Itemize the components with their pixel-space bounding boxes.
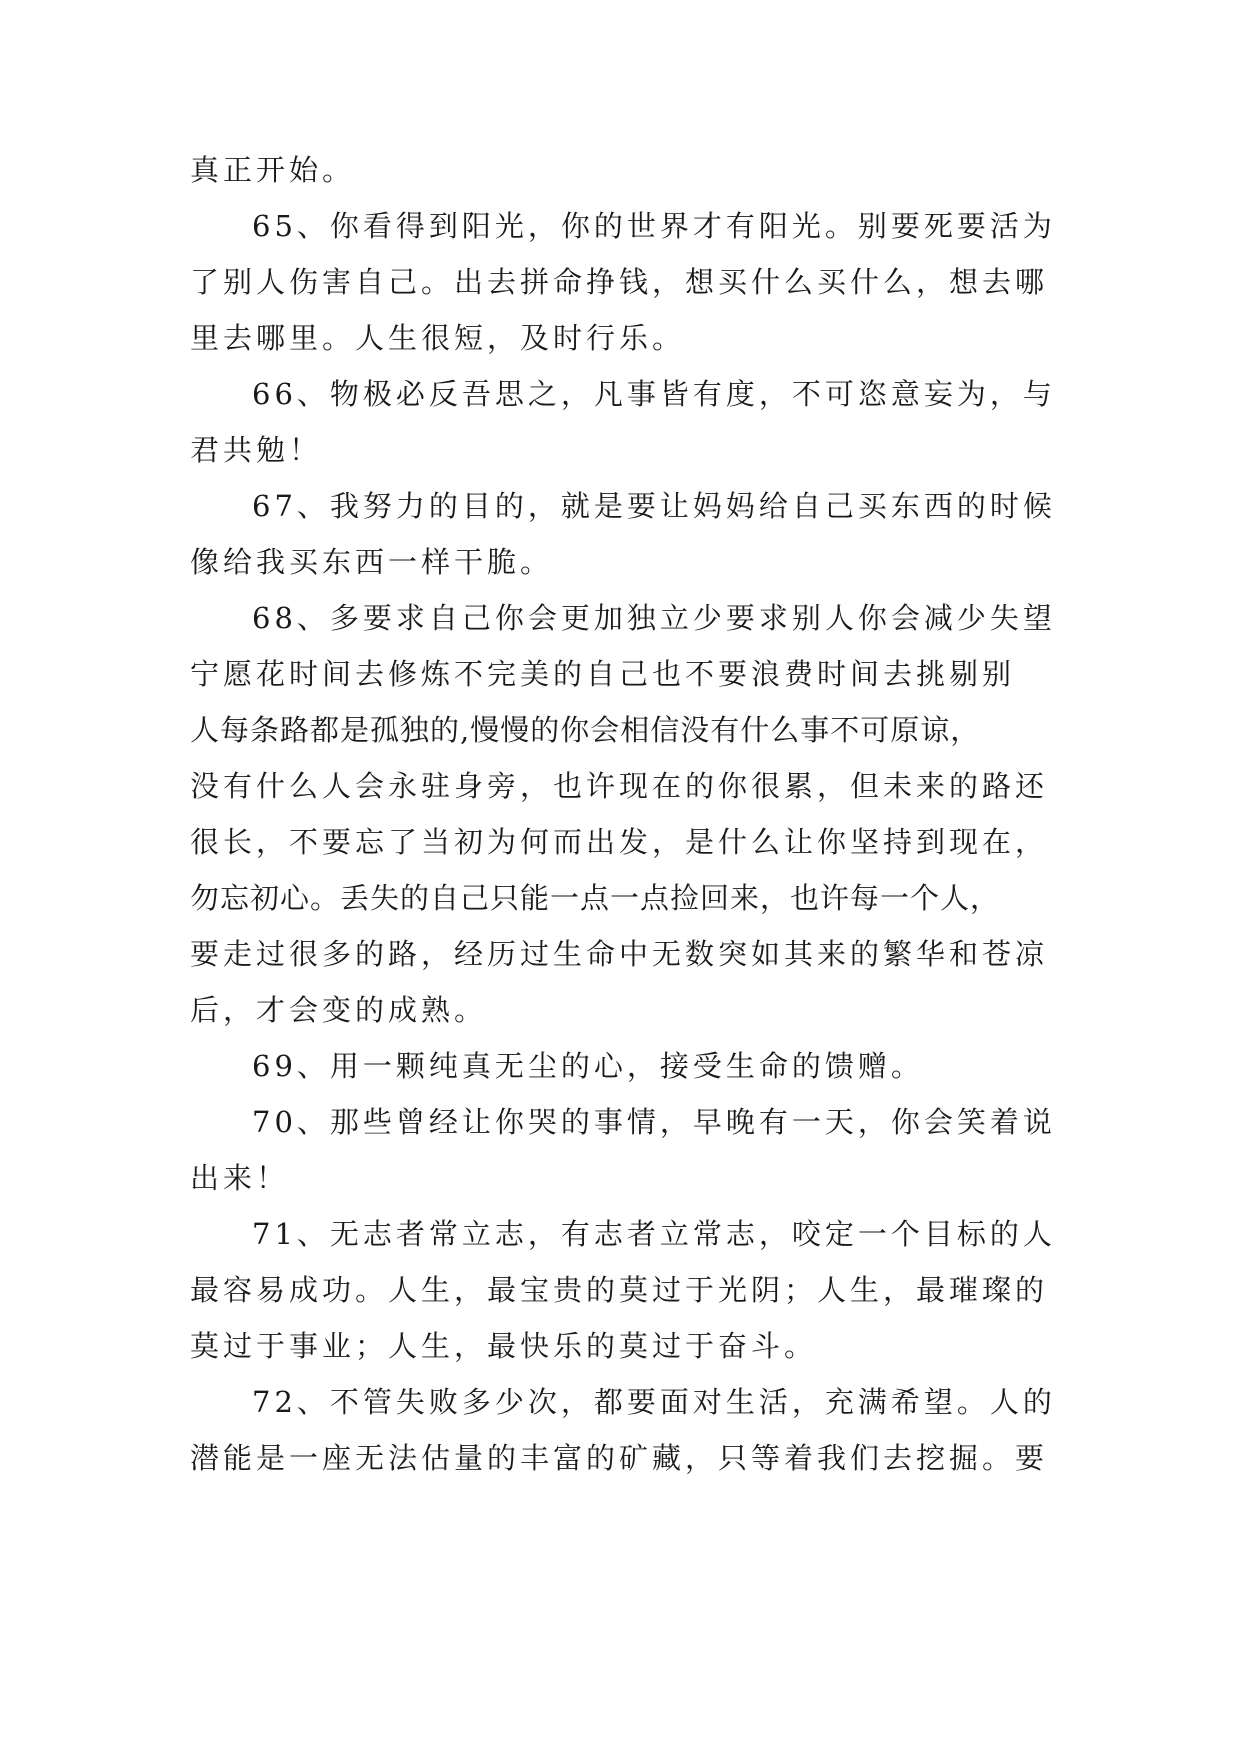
- text-line: 潜能是一座无法估量的丰富的矿藏，只等着我们去挖掘。要: [190, 1441, 1049, 1475]
- paragraph-69-line-1: 69、用一颗纯真无尘的心，接受生命的馈赠。: [252, 1049, 924, 1083]
- text-line: 里去哪里。人生很短，及时行乐。: [190, 321, 686, 355]
- paragraph-70-line-1: 70、那些曾经让你哭的事情，早晚有一天，你会笑着说: [252, 1105, 1056, 1139]
- text-line: 君共勉！: [190, 433, 323, 467]
- text-line: 宁愿花时间去修炼不完美的自己也不要浪费时间去挑剔别: [190, 657, 1016, 691]
- text-line: 了别人伤害自己。出去拼命挣钱，想买什么买什么，想去哪: [190, 265, 1049, 299]
- text-line: 要走过很多的路，经历过生命中无数突如其来的繁华和苍凉: [190, 937, 1049, 971]
- text-line: 后，才会变的成熟。: [190, 993, 488, 1027]
- paragraph-68-line-1: 68、多要求自己你会更加独立少要求别人你会减少失望: [252, 601, 1056, 635]
- paragraph-66-line-1: 66、物极必反吾思之，凡事皆有度，不可恣意妄为，与: [252, 377, 1056, 411]
- paragraph-65-line-1: 65、你看得到阳光，你的世界才有阳光。别要死要活为: [252, 209, 1056, 243]
- text-line: 真正开始。: [190, 153, 356, 187]
- text-line: 很长，不要忘了当初为何而出发，是什么让你坚持到现在，: [190, 825, 1049, 859]
- text-line: 出来！: [190, 1161, 290, 1195]
- paragraph-72-line-1: 72、不管失败多少次，都要面对生活，充满希望。人的: [252, 1385, 1056, 1419]
- text-line: 勿忘初心。丢失的自己只能一点一点捡回来，也许每一个人，: [190, 881, 1001, 915]
- text-line: 最容易成功。人生，最宝贵的莫过于光阴；人生，最璀璨的: [190, 1273, 1049, 1307]
- text-line: 人每条路都是孤独的,慢慢的你会相信没有什么事不可原谅，: [190, 713, 981, 747]
- text-line: 像给我买东西一样干脆。: [190, 545, 554, 579]
- text-line: 莫过于事业；人生，最快乐的莫过于奋斗。: [190, 1329, 818, 1363]
- paragraph-71-line-1: 71、无志者常立志，有志者立常志，咬定一个目标的人: [252, 1217, 1056, 1251]
- paragraph-67-line-1: 67、我努力的目的，就是要让妈妈给自己买东西的时候: [252, 489, 1056, 523]
- text-line: 没有什么人会永驻身旁，也许现在的你很累，但未来的路还: [190, 769, 1049, 803]
